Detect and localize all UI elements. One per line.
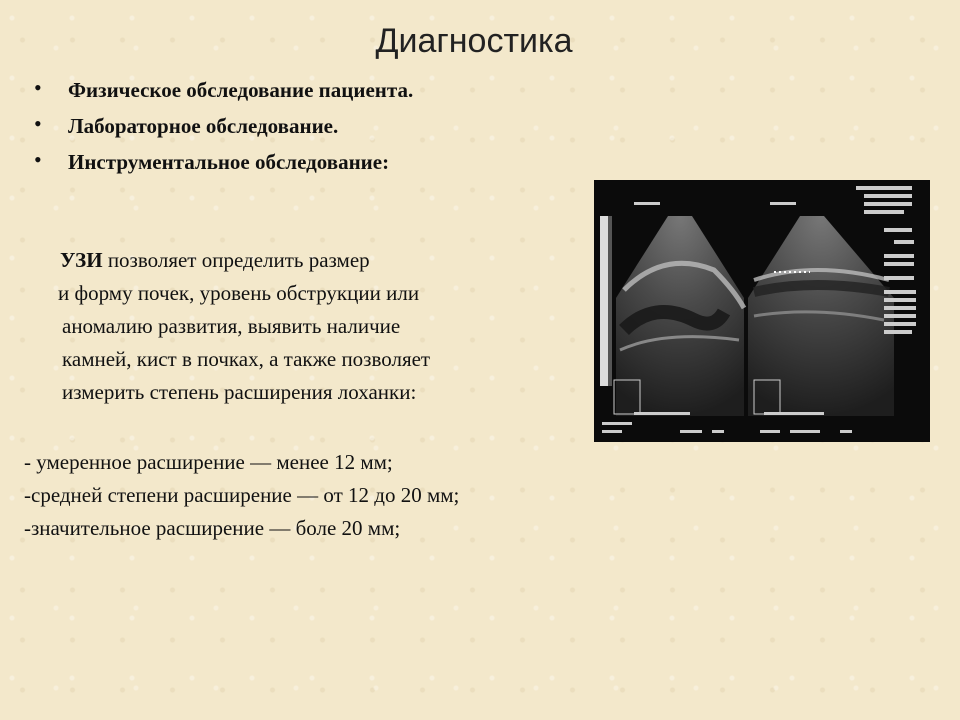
bullet-list: [34, 74, 413, 182]
slide-title: Диагностика: [375, 22, 573, 60]
bullet-dot-icon: •: [34, 147, 42, 172]
paragraph-line: и форму почек, уровень обструкции или: [58, 281, 420, 305]
uzi-term: УЗИ: [60, 248, 103, 272]
bullet-dot-icon: •: [34, 111, 42, 136]
bullet-text: Инструментальное обследование:: [68, 150, 390, 174]
bullet-item: [34, 146, 413, 182]
paragraph-line: камней, кист в почках, а также позволяет: [62, 347, 431, 371]
ultrasound-description: [52, 244, 592, 409]
bullet-item: [34, 110, 413, 146]
ultrasound-scan-icon: [594, 180, 930, 442]
paragraph-line: измерить степень расширения лоханки:: [62, 380, 417, 404]
ultrasound-image: [594, 180, 930, 442]
paragraph-lead-text: позволяет определить размер: [102, 248, 370, 272]
grade-item: -значительное расширение — боле 20 мм;: [24, 516, 401, 540]
grade-item: - умеренное расширение — менее 12 мм;: [24, 450, 393, 474]
paragraph-line: [52, 244, 592, 277]
bullet-text: Лабораторное обследование.: [68, 114, 339, 138]
bullet-item: [34, 74, 413, 110]
grade-item: -средней степени расширение — от 12 до 20 мм;: [24, 483, 460, 507]
dilation-grades: [24, 446, 459, 545]
paragraph-line: аномалию развития, выявить наличие: [62, 314, 401, 338]
bullet-dot-icon: •: [34, 75, 42, 100]
bullet-text: Физическое обследование пациента.: [68, 78, 414, 102]
